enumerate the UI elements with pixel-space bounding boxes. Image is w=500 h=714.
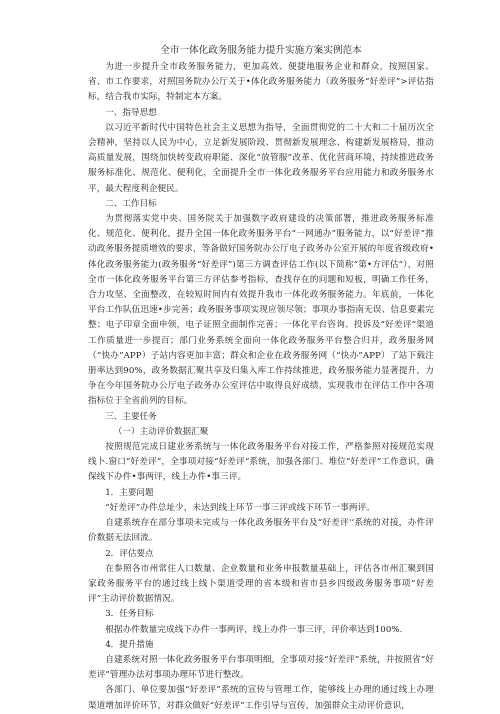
item-paragraph: 自建系统对照一体化政务服务平台事项明细，全事项对接“好差评”系统，并按照省“好差评”管理办法对事项办理环节进行整改。 — [88, 654, 434, 681]
section-heading-guiding-ideology: 一、指导思想 — [105, 107, 157, 118]
item-paragraph: 根据办件数量完成线下办件一事两评，线上办件一事三评，评价率达到100%. — [105, 624, 403, 635]
section-heading-work-goals: 二、工作目标 — [105, 198, 157, 209]
item-paragraph: 各部门、单位要加强“好差评”系统的宣传与管理工作，能够线上办理的通过线上办理渠道增加评价环节，对群众做好“好差评”工作引导与宣传，加强群众主动评价意识， — [88, 685, 434, 711]
document-title: 全市一体化政务服务能力提升实施方案实例范本 — [160, 45, 362, 56]
section-paragraph: 以习近平新时代中国特色社会主义思想为指导，全面贯彻党的二十大和二十届历次全会精神，坚持以人民为中心，立足新发展阶段、贯彻新发展理念、构建新发展格局，推动高质量发展，围绕加快转变政府职能、深化“放管服”改革、优化营商环境，持续推进政务服务标准化、规范化、便利化，全面提升全市一体化政务服务平台应用能力和政务服务水平，最大程度利企便民。 — [88, 122, 434, 194]
subsection-paragraph: 按照规范完成日建业务系统与一体化政务服务平台对接工作，严格参照对接规范实现线卜.窗口“好差评”，全事项对接“好差评”系统，加强各部门、堆位“好差评”工作意识，确保线下办件•事两评，线上办件•事三评。 — [88, 442, 434, 483]
item-paragraph: “好差评”办件总址少，未达到线上环节一事三评或线下环节一事两评。 — [105, 502, 375, 513]
item-heading-main-problems: 1．主要问题 — [105, 487, 154, 498]
intro-paragraph: 为进一步提升全市政务服务能力，更加高效、便捷地服务企业和群众，按照国家、省、市工作要求，对照国务院办公厅关于•体化政务服务能力（政务服务“好差评”>评估指标，结合我市实际，特制定本方案。 — [88, 62, 434, 103]
item-heading-task-goals: 3．任务目标 — [105, 609, 154, 620]
section-heading-main-tasks: 三、主要任务 — [105, 411, 157, 422]
item-paragraph: 在参照各市州常住人口数量、企业数量和业务申报数量基础上，评估各市州汇聚到国家政务服务平台的通过线上线卜渠道受理的省本级和省市县乡四级政务服务事项“好差评”主动评价数据情况。 — [88, 563, 434, 605]
section-paragraph: 为贯彻落实党中央、国务院关于加强数字政府建设的决策部署，推进政务服务标准化、规范化、便利化，提升全国一体化政务服务平台“一网通办”服务能力，以“好差评”推动政务服务提质增效的要求，等备做好国务院办公厅电子政务办公室开展的年度省级政府•体化政务服务能力(政务服务“好差评”)第三方调查评估工作(以下简称“第•方评估”），对照全市一体化政务服务平台第三方评估参考指标，查找存在的问题和短板，明确工作任务，合力攻坚、全面整改，在较短时间内有效提升我市一体化政务服务能力。年底前，一体化平台工作队伍迅速•步完善；政务服务事项实现应领尽领；事项办事指南无误、信息要素完整；电子印章全面申领，电子证照全面制作完善；一体化平台咨询、投诉及“好差评”渠道工作质量进一步提百；部门业务系统全面向一体化政务服务平台整合归并，政务服务网（“快办”APP）子站内容更加丰富；群众和企业在政务服务网（“快办”APP）了站下载注册率达到90%，政务数据汇聚共享及归集入库工作持续推进，政务服务能力显著提升，力争在今年国务院办公厅电子政务办公室评估中取得良好成绩，实现我市在评估工作中各项指标位于全省前列的目标。 — [88, 214, 434, 407]
subsection-heading: （一）主动评价数据汇聚 — [113, 426, 209, 437]
item-paragraph: 自建系统存在部分事项未完成与一体化政务服务平台及“好差评'’系统的对接，办件评价数据无法回流。 — [88, 518, 434, 544]
item-heading-evaluation-points: 2．评估要点 — [105, 548, 154, 559]
item-heading-improvement-measures: 4．提升措施 — [105, 639, 154, 650]
